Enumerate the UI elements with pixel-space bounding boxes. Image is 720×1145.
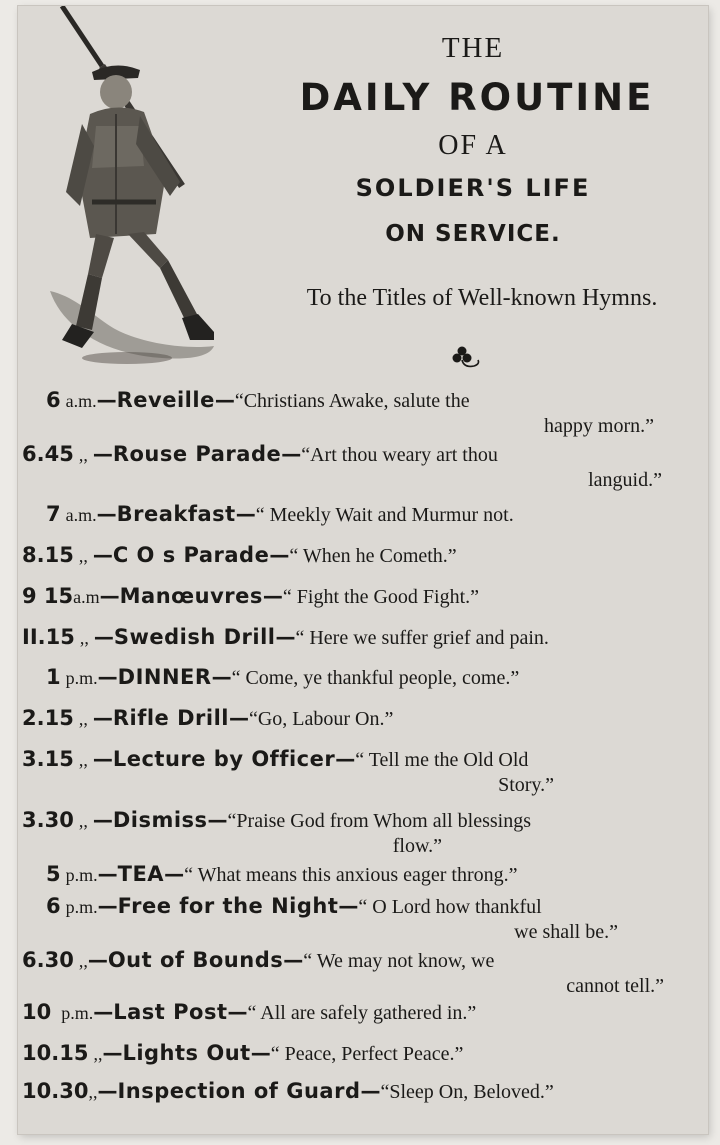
routine-dash: — xyxy=(102,1041,123,1065)
routine-dash: — xyxy=(93,1000,114,1024)
routine-entry xyxy=(18,893,704,944)
routine-activity: DINNER xyxy=(117,665,212,689)
routine-entry xyxy=(18,947,704,998)
routine-dash: — xyxy=(250,1041,271,1065)
clover-flourish-icon xyxy=(450,342,484,372)
routine-time: 10.30 xyxy=(22,1079,89,1103)
routine-dash: — xyxy=(96,388,117,412)
marching-soldier-illustration xyxy=(32,6,232,376)
routine-hymn-continued: happy morn.” xyxy=(544,415,654,437)
routine-activity: Breakfast xyxy=(116,502,236,526)
routine-dash: — xyxy=(92,543,113,567)
routine-unit: ,, xyxy=(78,546,88,566)
routine-hymn-continued: we shall be.” xyxy=(514,921,618,943)
routine-activity: Last Post xyxy=(113,1000,228,1024)
routine-unit: ,, xyxy=(78,951,88,971)
routine-dash: — xyxy=(207,808,228,832)
routine-dash: — xyxy=(262,584,283,608)
routine-activity: Lights Out xyxy=(122,1041,251,1065)
routine-unit: a.m xyxy=(73,587,100,607)
routine-entry xyxy=(18,387,704,438)
routine-activity: Reveille xyxy=(116,388,215,412)
routine-unit: ,, xyxy=(78,750,88,770)
routine-dash: — xyxy=(214,388,235,412)
routine-dash: — xyxy=(227,1000,248,1024)
routine-hymn: “ We may not know, we xyxy=(303,950,495,972)
routine-time: 8.15 xyxy=(22,543,74,567)
routine-dash: — xyxy=(338,894,359,918)
routine-hymn-continued: Story.” xyxy=(498,774,554,796)
routine-time: 9 15 xyxy=(22,584,74,608)
routine-dash: — xyxy=(335,747,356,771)
routine-hymn: “ What means this anxious eager throng.” xyxy=(184,864,518,886)
routine-activity: Dismiss xyxy=(112,808,208,832)
routine-entry xyxy=(18,861,704,888)
routine-dash: — xyxy=(283,948,304,972)
routine-activity: Swedish Drill xyxy=(113,625,276,649)
routine-unit: p.m. xyxy=(65,865,98,885)
routine-dash: — xyxy=(87,948,108,972)
routine-dash: — xyxy=(97,862,118,886)
routine-unit: p.m. xyxy=(65,668,98,688)
routine-entry xyxy=(18,583,704,610)
routine-hymn: “ All are safely gathered in.” xyxy=(247,1002,477,1024)
routine-unit: ,, xyxy=(78,709,88,729)
routine-hymn-continued: cannot tell.” xyxy=(566,975,664,997)
routine-activity: Free for the Night xyxy=(117,894,339,918)
routine-hymn: “ Tell me the Old Old xyxy=(355,749,529,771)
routine-unit: ,, xyxy=(78,811,88,831)
routine-dash: — xyxy=(228,706,249,730)
routine-activity: Out of Bounds xyxy=(107,948,284,972)
routine-hymn: “ Come, ye thankful people, come.” xyxy=(231,667,520,689)
routine-unit: ,, xyxy=(88,1082,98,1102)
routine-time: 6.30 xyxy=(22,948,74,972)
routine-hymn: “Praise God from Whom all blessings xyxy=(227,810,532,832)
routine-dash: — xyxy=(92,808,113,832)
routine-time: 7 xyxy=(46,502,61,526)
routine-time: 6 xyxy=(46,894,61,918)
routine-dash: — xyxy=(92,706,113,730)
routine-hymn: “Art thou weary art thou xyxy=(301,444,498,466)
routine-activity: Manœuvres xyxy=(119,584,263,608)
routine-hymn-continued: flow.” xyxy=(392,835,442,857)
routine-hymn: “Sleep On, Beloved.” xyxy=(380,1081,554,1103)
routine-time: 6.45 xyxy=(22,442,74,466)
routine-unit: a.m. xyxy=(65,505,97,525)
routine-hymn: “ When he Cometh.” xyxy=(289,545,457,567)
routine-time: 1 xyxy=(46,665,61,689)
routine-entry xyxy=(18,624,704,651)
routine-hymn: “ Fight the Good Fight.” xyxy=(282,586,480,608)
routine-dash: — xyxy=(97,665,118,689)
routine-dash: — xyxy=(235,502,256,526)
routine-hymn: “Christians Awake, salute the xyxy=(234,390,470,412)
routine-activity: C O s Parade xyxy=(112,543,270,567)
routine-entry xyxy=(18,807,704,858)
title-soldiers-life: SOLDIER'S LIFE xyxy=(355,174,591,202)
title-block xyxy=(248,28,698,249)
routine-time: 5 xyxy=(46,862,61,886)
routine-unit: p.m. xyxy=(65,897,98,917)
routine-dash: — xyxy=(275,625,296,649)
title-on-service: ON SERVICE. xyxy=(385,221,561,247)
routine-time: 10.15 xyxy=(22,1041,89,1065)
routine-activity: Rifle Drill xyxy=(112,706,229,730)
routine-entry xyxy=(18,501,704,528)
routine-time: 3.15 xyxy=(22,747,74,771)
routine-entry xyxy=(18,705,704,732)
routine-dash: — xyxy=(92,442,113,466)
routine-entry xyxy=(18,542,704,569)
routine-dash: — xyxy=(211,665,232,689)
routine-activity: TEA xyxy=(117,862,165,886)
hymn-routine-card xyxy=(18,6,708,1134)
routine-dash: — xyxy=(360,1079,381,1103)
routine-dash: — xyxy=(97,894,118,918)
title-of-a: OF A xyxy=(438,130,508,161)
routine-unit: ,, xyxy=(78,445,88,465)
routine-dash: — xyxy=(99,584,120,608)
routine-dash: — xyxy=(164,862,185,886)
routine-time: II.15 xyxy=(22,625,75,649)
routine-hymn: “ O Lord how thankful xyxy=(358,896,542,918)
routine-entry xyxy=(18,1040,704,1067)
routine-dash: — xyxy=(97,1079,118,1103)
routine-dash: — xyxy=(269,543,290,567)
routine-time: 6 xyxy=(46,388,61,412)
routine-dash: — xyxy=(92,747,113,771)
routine-entry xyxy=(18,441,704,492)
routine-entry xyxy=(18,1078,704,1105)
routine-activity: Rouse Parade xyxy=(112,442,282,466)
routine-entry xyxy=(18,746,704,797)
routine-activity: Lecture by Officer xyxy=(112,747,336,771)
routine-entry xyxy=(18,999,704,1026)
subtitle: To the Titles of Well-known Hymns. xyxy=(306,285,658,311)
routine-hymn-continued: languid.” xyxy=(588,469,662,491)
routine-time: 3.30 xyxy=(22,808,74,832)
routine-activity: Inspection of Guard xyxy=(117,1079,361,1103)
routine-hymn: “ Meekly Wait and Murmur not. xyxy=(255,504,514,526)
routine-entry xyxy=(18,664,704,691)
routine-unit: a.m. xyxy=(65,391,97,411)
routine-hymn: “ Peace, Perfect Peace.” xyxy=(270,1043,464,1065)
routine-unit: ,, xyxy=(79,628,89,648)
routine-hymn: “ Here we suffer grief and pain. xyxy=(295,627,549,649)
routine-dash: — xyxy=(93,625,114,649)
title-daily-routine: DAILY ROUTINE xyxy=(299,76,655,119)
routine-dash: — xyxy=(281,442,302,466)
routine-time: 10 xyxy=(22,1000,52,1024)
routine-unit: ,, xyxy=(93,1044,103,1064)
routine-time: 2.15 xyxy=(22,706,74,730)
routine-unit: p.m. xyxy=(61,1003,94,1023)
title-the: THE xyxy=(441,32,505,64)
routine-hymn: “Go, Labour On.” xyxy=(248,708,394,730)
routine-dash: — xyxy=(96,502,117,526)
